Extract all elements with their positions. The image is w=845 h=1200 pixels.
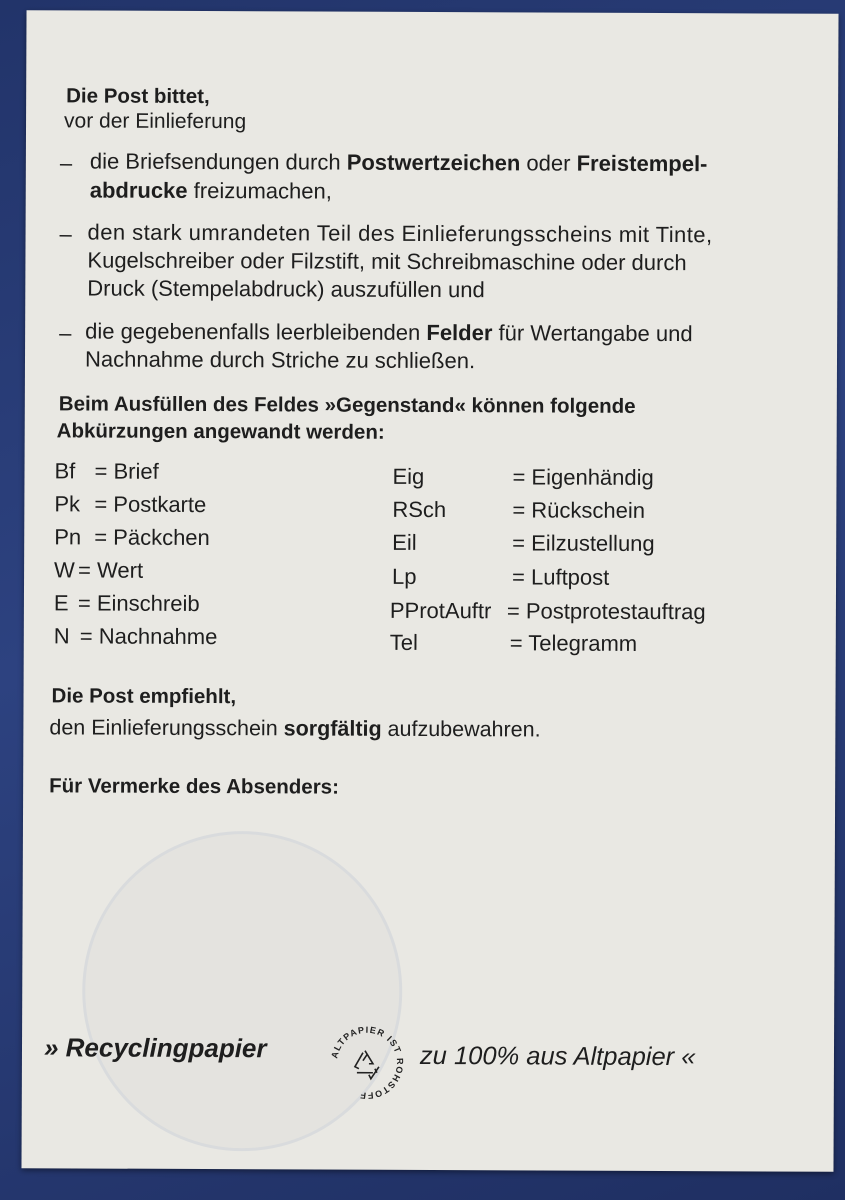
bullet-2-line-3: Druck (Stempelabdruck) auszufüllen und (87, 275, 485, 303)
abbrev-code: Eig (392, 463, 425, 489)
bullet-1-line-2: abdrucke freizumachen, (89, 177, 332, 204)
bullet-3-line-2: Nachnahme durch Striche zu schließen. (84, 346, 476, 374)
abbrev-code: PProtAuftr (389, 597, 492, 624)
abbrev-code: RSch (392, 496, 447, 523)
recycling-percentage: zu 100% aus Altpapier « (419, 1041, 696, 1072)
bullet-2-line-2: Kugelschreiber oder Filzstift, mit Schreibmaschine oder durch (87, 247, 687, 276)
abbrev-heading-line-1: Beim Ausfüllen des Feldes »Gegenstand« können folgende (58, 392, 636, 418)
abbrev-code: Pn (54, 524, 82, 550)
intro-heading: Die Post bittet, (66, 84, 210, 109)
abbrev-code: Tel (389, 629, 418, 655)
abbrev-code: Eil (392, 529, 417, 555)
abbrev-meaning: = Postprotestauftrag (506, 598, 706, 625)
abbrev-code: N (53, 623, 70, 649)
abbrev-code: W (54, 557, 75, 583)
abbrev-meaning: = Brief (94, 458, 159, 484)
abbrev-meaning: = Nachnahme (79, 623, 218, 650)
abbrev-meaning: = Rückschein (512, 497, 646, 523)
abbrev-meaning: = Wert (78, 557, 144, 583)
abbrev-meaning: = Luftpost (512, 564, 610, 590)
bullet-2-line-1: den stark umrandeten Teil des Einlieferungsscheins mit Tinte, (87, 219, 713, 248)
recycle-icon (324, 1020, 410, 1106)
abbrev-code: E (53, 590, 69, 616)
bullet-3-line-1: die gegebenenfalls leerbleibenden Felder für Wertangabe und (85, 318, 693, 347)
bullet-1-line-1: die Briefsendungen durch Postwertzeichen oder Freistempel- (89, 148, 708, 177)
svg-text:ALTPAPIER IST ROHSTOFF (329, 1024, 405, 1101)
recycling-label: » Recyclingpapier (43, 1032, 267, 1064)
abbrev-meaning: = Einschreib (77, 590, 200, 616)
abbrev-code: Pk (54, 491, 81, 517)
bullet-dash: – (59, 150, 73, 176)
recycling-seal (324, 1020, 410, 1106)
abbrev-meaning: = Eigenhändig (512, 464, 654, 490)
receipt-card-back (21, 10, 838, 1172)
abbrev-code: Bf (54, 458, 76, 484)
seal-text: ALTPAPIER IST ROHSTOFF (329, 1024, 406, 1101)
abbrev-meaning: = Eilzustellung (512, 530, 655, 556)
abbrev-heading-line-2: Abkürzungen angewandt werden: (56, 419, 385, 444)
recommend-text: den Einlieferungsschein sorgfältig aufzubewahren. (49, 715, 541, 742)
bullet-dash: – (59, 320, 72, 346)
bullet-dash: – (59, 221, 72, 247)
abbrev-meaning: = Päckchen (94, 524, 210, 551)
abbrev-meaning: = Telegramm (509, 630, 638, 656)
intro-subline: vor der Einlieferung (63, 109, 247, 134)
abbrev-meaning: = Postkarte (94, 491, 207, 518)
recommend-heading: Die Post empfiehlt, (51, 684, 237, 709)
notes-heading: Für Vermerke des Absenders: (49, 774, 339, 799)
abbrev-code: Lp (392, 563, 417, 589)
